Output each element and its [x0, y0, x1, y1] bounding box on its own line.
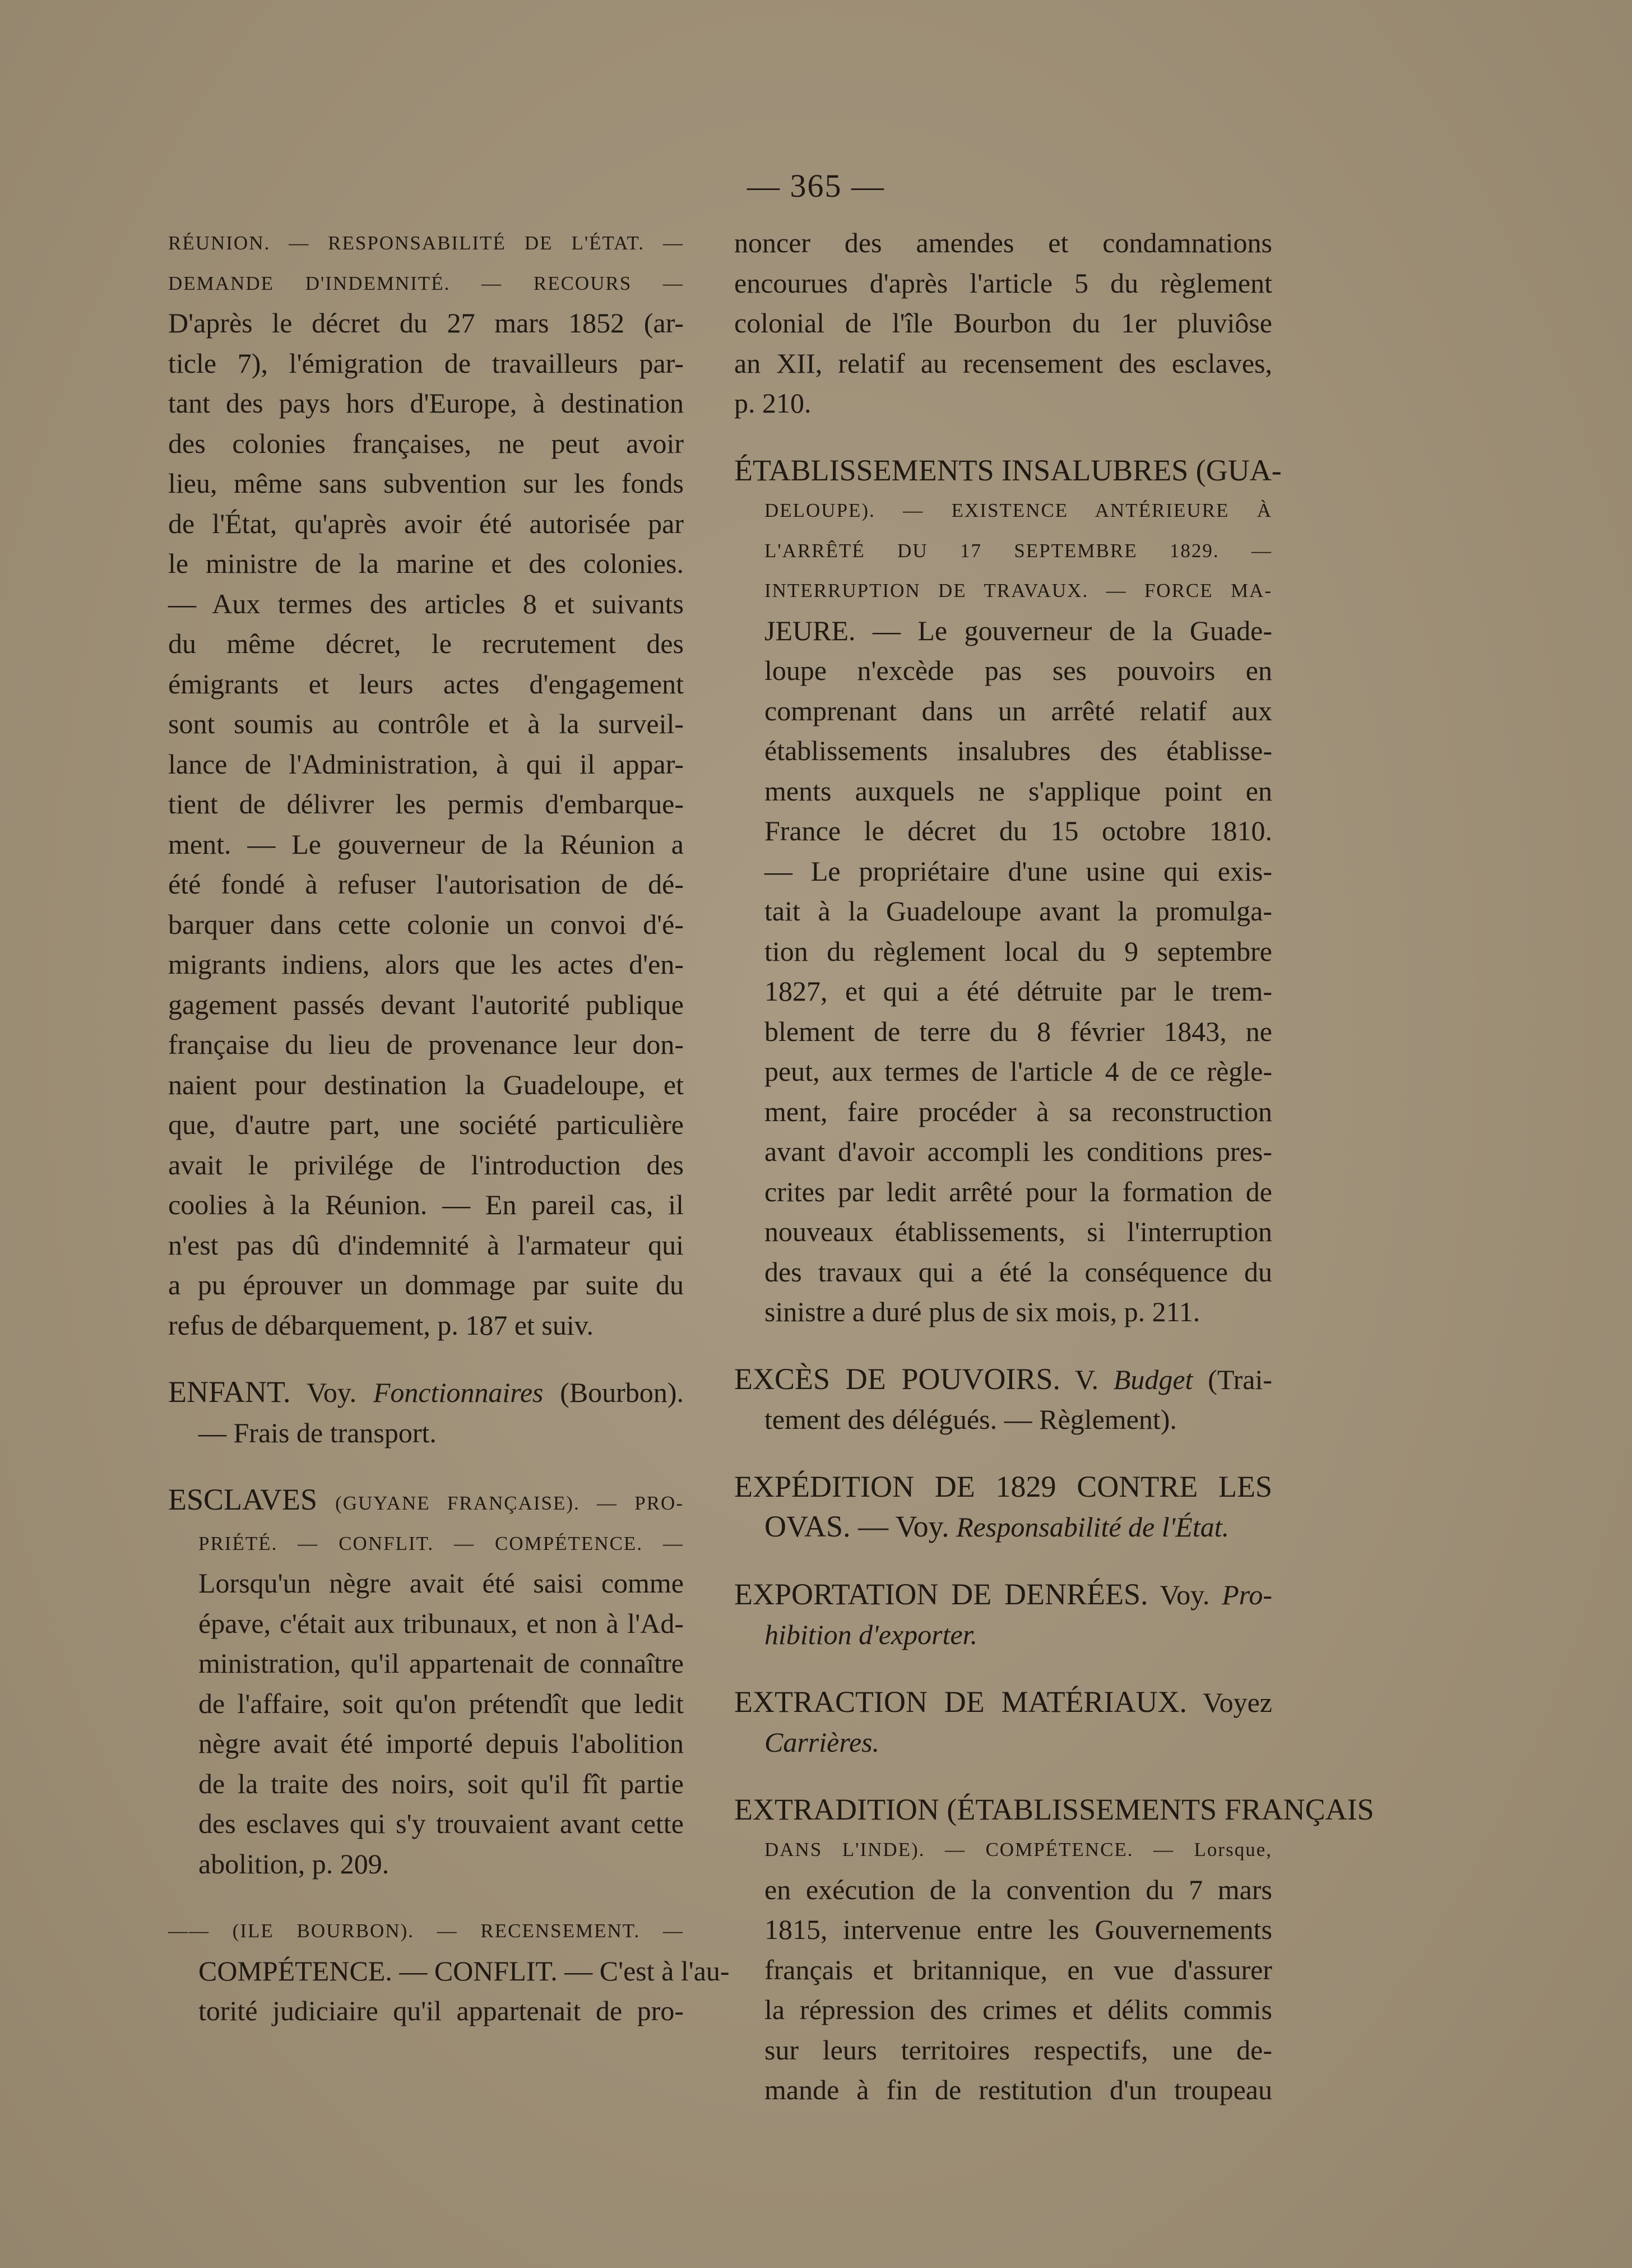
entry-heading: EXTRADITION (ÉTABLISSEMENTS FRANÇAIS [734, 1792, 1374, 1826]
entry-line: RÉUNION. — RESPONSABILITÉ DE L'ÉTAT. — [168, 232, 684, 254]
entry-extraction-de-materiaux [734, 1682, 1272, 1763]
entry-line: DEMANDE D'INDEMNITÉ. — RECOURS — [168, 272, 684, 294]
entry-line: avant d'avoir accompli les conditions pres- [764, 1136, 1272, 1167]
entry-line: ticle 7), l'émigration de travailleurs par- [168, 347, 684, 379]
entry-line: de l'affaire, soit qu'on prétendît que ledit [198, 1687, 684, 1719]
entry-heading: ENFANT. [168, 1375, 291, 1409]
entry-line: 1815, intervenue entre les Gouvernements [764, 1914, 1272, 1945]
entry-line: épave, c'était aux tribunaux, et non à l'Ad- [198, 1607, 684, 1639]
left-column [168, 223, 730, 2031]
entry-line: avait le privilége de l'introduction des [168, 1149, 684, 1181]
entry-line: 1827, et qui a été détruite par le trem- [764, 975, 1272, 1007]
entry-line: DANS L'INDE). — COMPÉTENCE. — Lorsque, [764, 1839, 1272, 1860]
entry-line: p. 210. [734, 387, 812, 419]
entry-line: nègre avait été importé depuis l'abolition [198, 1728, 684, 1759]
entry-expedition-1829 [734, 1467, 1272, 1548]
entry-line: française du lieu de provenance leur don- [168, 1029, 684, 1060]
entry-line: mande à fin de restitution d'un troupeau [764, 2074, 1272, 2105]
entry-enfant [168, 1372, 684, 1453]
entry-line: PRIÉTÉ. — CONFLIT. — COMPÉTENCE. — [198, 1532, 684, 1554]
entry-line: de la traite des noirs, soit qu'il fît partie [198, 1767, 684, 1799]
entry-extradition [734, 1790, 1374, 2110]
entry-heading: EXPÉDITION DE 1829 CONTRE LES [734, 1469, 1272, 1503]
entry-line: gagement passés devant l'autorité publique [168, 988, 684, 1020]
entry-line: tant des pays hors d'Europe, à destination [168, 387, 684, 419]
entry-line: de l'État, qu'après avoir été autorisée par [168, 507, 684, 539]
entry-line: sur leurs territoires respectifs, une de- [764, 2034, 1272, 2066]
entry-line: été fondé à refuser l'autorisation de dé- [168, 868, 684, 900]
entry-line: la répression des crimes et délits commis [764, 1994, 1272, 2025]
entry-subheading: (GUYANE FRANÇAISE). — PRO- [335, 1492, 684, 1514]
entry-line: lieu, même sans subvention sur les fonds [168, 468, 684, 499]
entry-line: —— (ILE BOURBON). — RECENSEMENT. — [168, 1920, 684, 1942]
entry-line: naient pour destination la Guadeloupe, et [168, 1068, 684, 1100]
entry-etablissements-insalubres [734, 451, 1282, 1332]
entry-line: JEURE. — Le gouverneur de la Guade- [764, 614, 1272, 646]
entry-line: comprenant dans un arrêté relatif aux [764, 695, 1272, 726]
entry-line: torité judiciaire qu'il appartenait de pro- [198, 1995, 684, 2026]
entry-line: loupe n'excède pas ses pouvoirs en [764, 655, 1272, 686]
entry-line: barquer dans cette colonie un convoi d'é- [168, 908, 684, 940]
entry-continuation [734, 223, 1272, 424]
entry-line: coolies à la Réunion. — En pareil cas, il [168, 1189, 684, 1220]
entry-line: encourues d'après l'article 5 du règlement [734, 267, 1272, 299]
entry-line: peut, aux termes de l'article 4 de ce règle- [764, 1056, 1272, 1087]
entry-line: n'est pas dû d'indemnité à l'armateur qui [168, 1229, 684, 1261]
see-also-label: Voy. [307, 1377, 357, 1408]
entry-line: an XII, relatif au recensement des esclaves, [734, 347, 1272, 379]
entry-line: tait à la Guadeloupe avant la promulga- [764, 895, 1272, 927]
entry-line: a pu éprouver un dommage par suite du [168, 1269, 684, 1300]
entry-line: le ministre de la marine et des colonies. [168, 548, 684, 579]
entry-line: L'ARRÊTÉ DU 17 SEPTEMBRE 1829. — [764, 539, 1272, 562]
entry-ile-bourbon [168, 1911, 730, 2031]
entry-line: DELOUPE). — EXISTENCE ANTÉRIEURE À [764, 499, 1272, 521]
entry-text: (Bourbon). [560, 1377, 684, 1408]
entry-exportation-de-denrees [734, 1575, 1272, 1655]
page-number: — 365 — [747, 168, 885, 204]
entry-heading: EXPORTATION DE DENRÉES. [734, 1577, 1148, 1611]
entry-line: Lorsqu'un nègre avait été saisi comme [198, 1567, 684, 1599]
entry-text: (Trai- [1208, 1363, 1273, 1395]
entry-line: ment. — Le gouverneur de la Réunion a [168, 828, 684, 860]
entry-line: abolition, p. 209. [198, 1848, 390, 1880]
entry-line: colonial de l'île Bourbon du 1er pluviôse [734, 307, 1272, 339]
entry-line: lance de l'Administration, à qui il appar- [168, 748, 684, 780]
entry-line: des travaux qui a été la conséquence du [764, 1256, 1272, 1288]
entry-line: — Frais de transport. [198, 1417, 437, 1448]
entry-line: noncer des amendes et condamnations [734, 227, 1272, 258]
entry-line: COMPÉTENCE. — CONFLIT. — C'est à l'au- [198, 1955, 730, 1987]
entry-line: migrants indiens, alors que les actes d'en- [168, 948, 684, 980]
entry-line: émigrants et leurs actes d'engagement [168, 668, 684, 700]
entry-heading: ESCLAVES [168, 1483, 318, 1516]
entry-line: des esclaves qui s'y trouvaient avant cette [198, 1808, 684, 1839]
cross-reference-continued: hibition d'exporter. [764, 1619, 978, 1650]
entry-line: en exécution de la convention du 7 mars [764, 1873, 1272, 1905]
cross-reference: Pro- [1222, 1579, 1273, 1610]
entry-line: des colonies françaises, ne peut avoir [168, 427, 684, 459]
entry-line: INTERRUPTION DE TRAVAUX. — FORCE MA- [764, 580, 1272, 601]
entry-line: nouveaux établissements, si l'interruption [764, 1216, 1272, 1247]
cross-reference: Carrières. [764, 1727, 880, 1758]
see-also-label: Voyez [1202, 1686, 1272, 1718]
entry-line: ments auxquels ne s'applique point en [764, 775, 1272, 807]
entry-line: tion du règlement local du 9 septembre [764, 935, 1272, 967]
entry-line: sont soumis au contrôle et à la surveil- [168, 708, 684, 739]
entry-heading: ÉTABLISSEMENTS INSALUBRES (GUA- [734, 453, 1282, 487]
entry-line: France le décret du 15 octobre 1810. [764, 815, 1272, 846]
entry-esclaves [168, 1480, 684, 1884]
cross-reference: Fonctionnaires [373, 1377, 544, 1408]
entry-line: D'après le décret du 27 mars 1852 (ar- [168, 307, 684, 339]
entry-reunion-continued [168, 223, 684, 1345]
entry-line: crites par ledit arrêté pour la formation de [764, 1175, 1272, 1207]
entry-heading-continued: OVAS. — Voy. [764, 1510, 949, 1543]
entry-exces-de-pouvoirs [734, 1359, 1272, 1440]
right-column [734, 223, 1374, 2110]
entry-heading: EXCÈS DE POUVOIRS. [734, 1362, 1061, 1396]
entry-line: que, d'autre part, une société particulière [168, 1109, 684, 1140]
entry-line: — Aux termes des articles 8 et suivants [168, 587, 684, 619]
entry-line: tement des délégués. — Règlement). [764, 1404, 1177, 1435]
entry-line: ministration, qu'il appartenait de connaître [198, 1647, 684, 1679]
entry-line: ment, faire procéder à sa reconstruction [764, 1095, 1272, 1127]
entry-line: établissements insalubres des établisse- [764, 735, 1272, 766]
entry-heading: EXTRACTION DE MATÉRIAUX. [734, 1684, 1188, 1719]
entry-line: français et britannique, en vue d'assurer [764, 1954, 1272, 1985]
entry-line: du même décret, le recrutement des [168, 628, 684, 659]
cross-reference: Budget [1113, 1363, 1193, 1395]
entry-line: tient de délivrer les permis d'embarque- [168, 788, 684, 820]
entry-line: sinistre a duré plus de six mois, p. 211. [764, 1296, 1200, 1327]
entry-line: — Le propriétaire d'une usine qui exis- [764, 855, 1272, 887]
see-also-label: V. [1074, 1363, 1099, 1395]
entry-line: blement de terre du 8 février 1843, ne [764, 1015, 1272, 1047]
see-also-label: Voy. [1160, 1579, 1210, 1610]
cross-reference: Responsabilité de l'État. [956, 1511, 1230, 1543]
entry-line: refus de débarquement, p. 187 et suiv. [168, 1309, 594, 1341]
